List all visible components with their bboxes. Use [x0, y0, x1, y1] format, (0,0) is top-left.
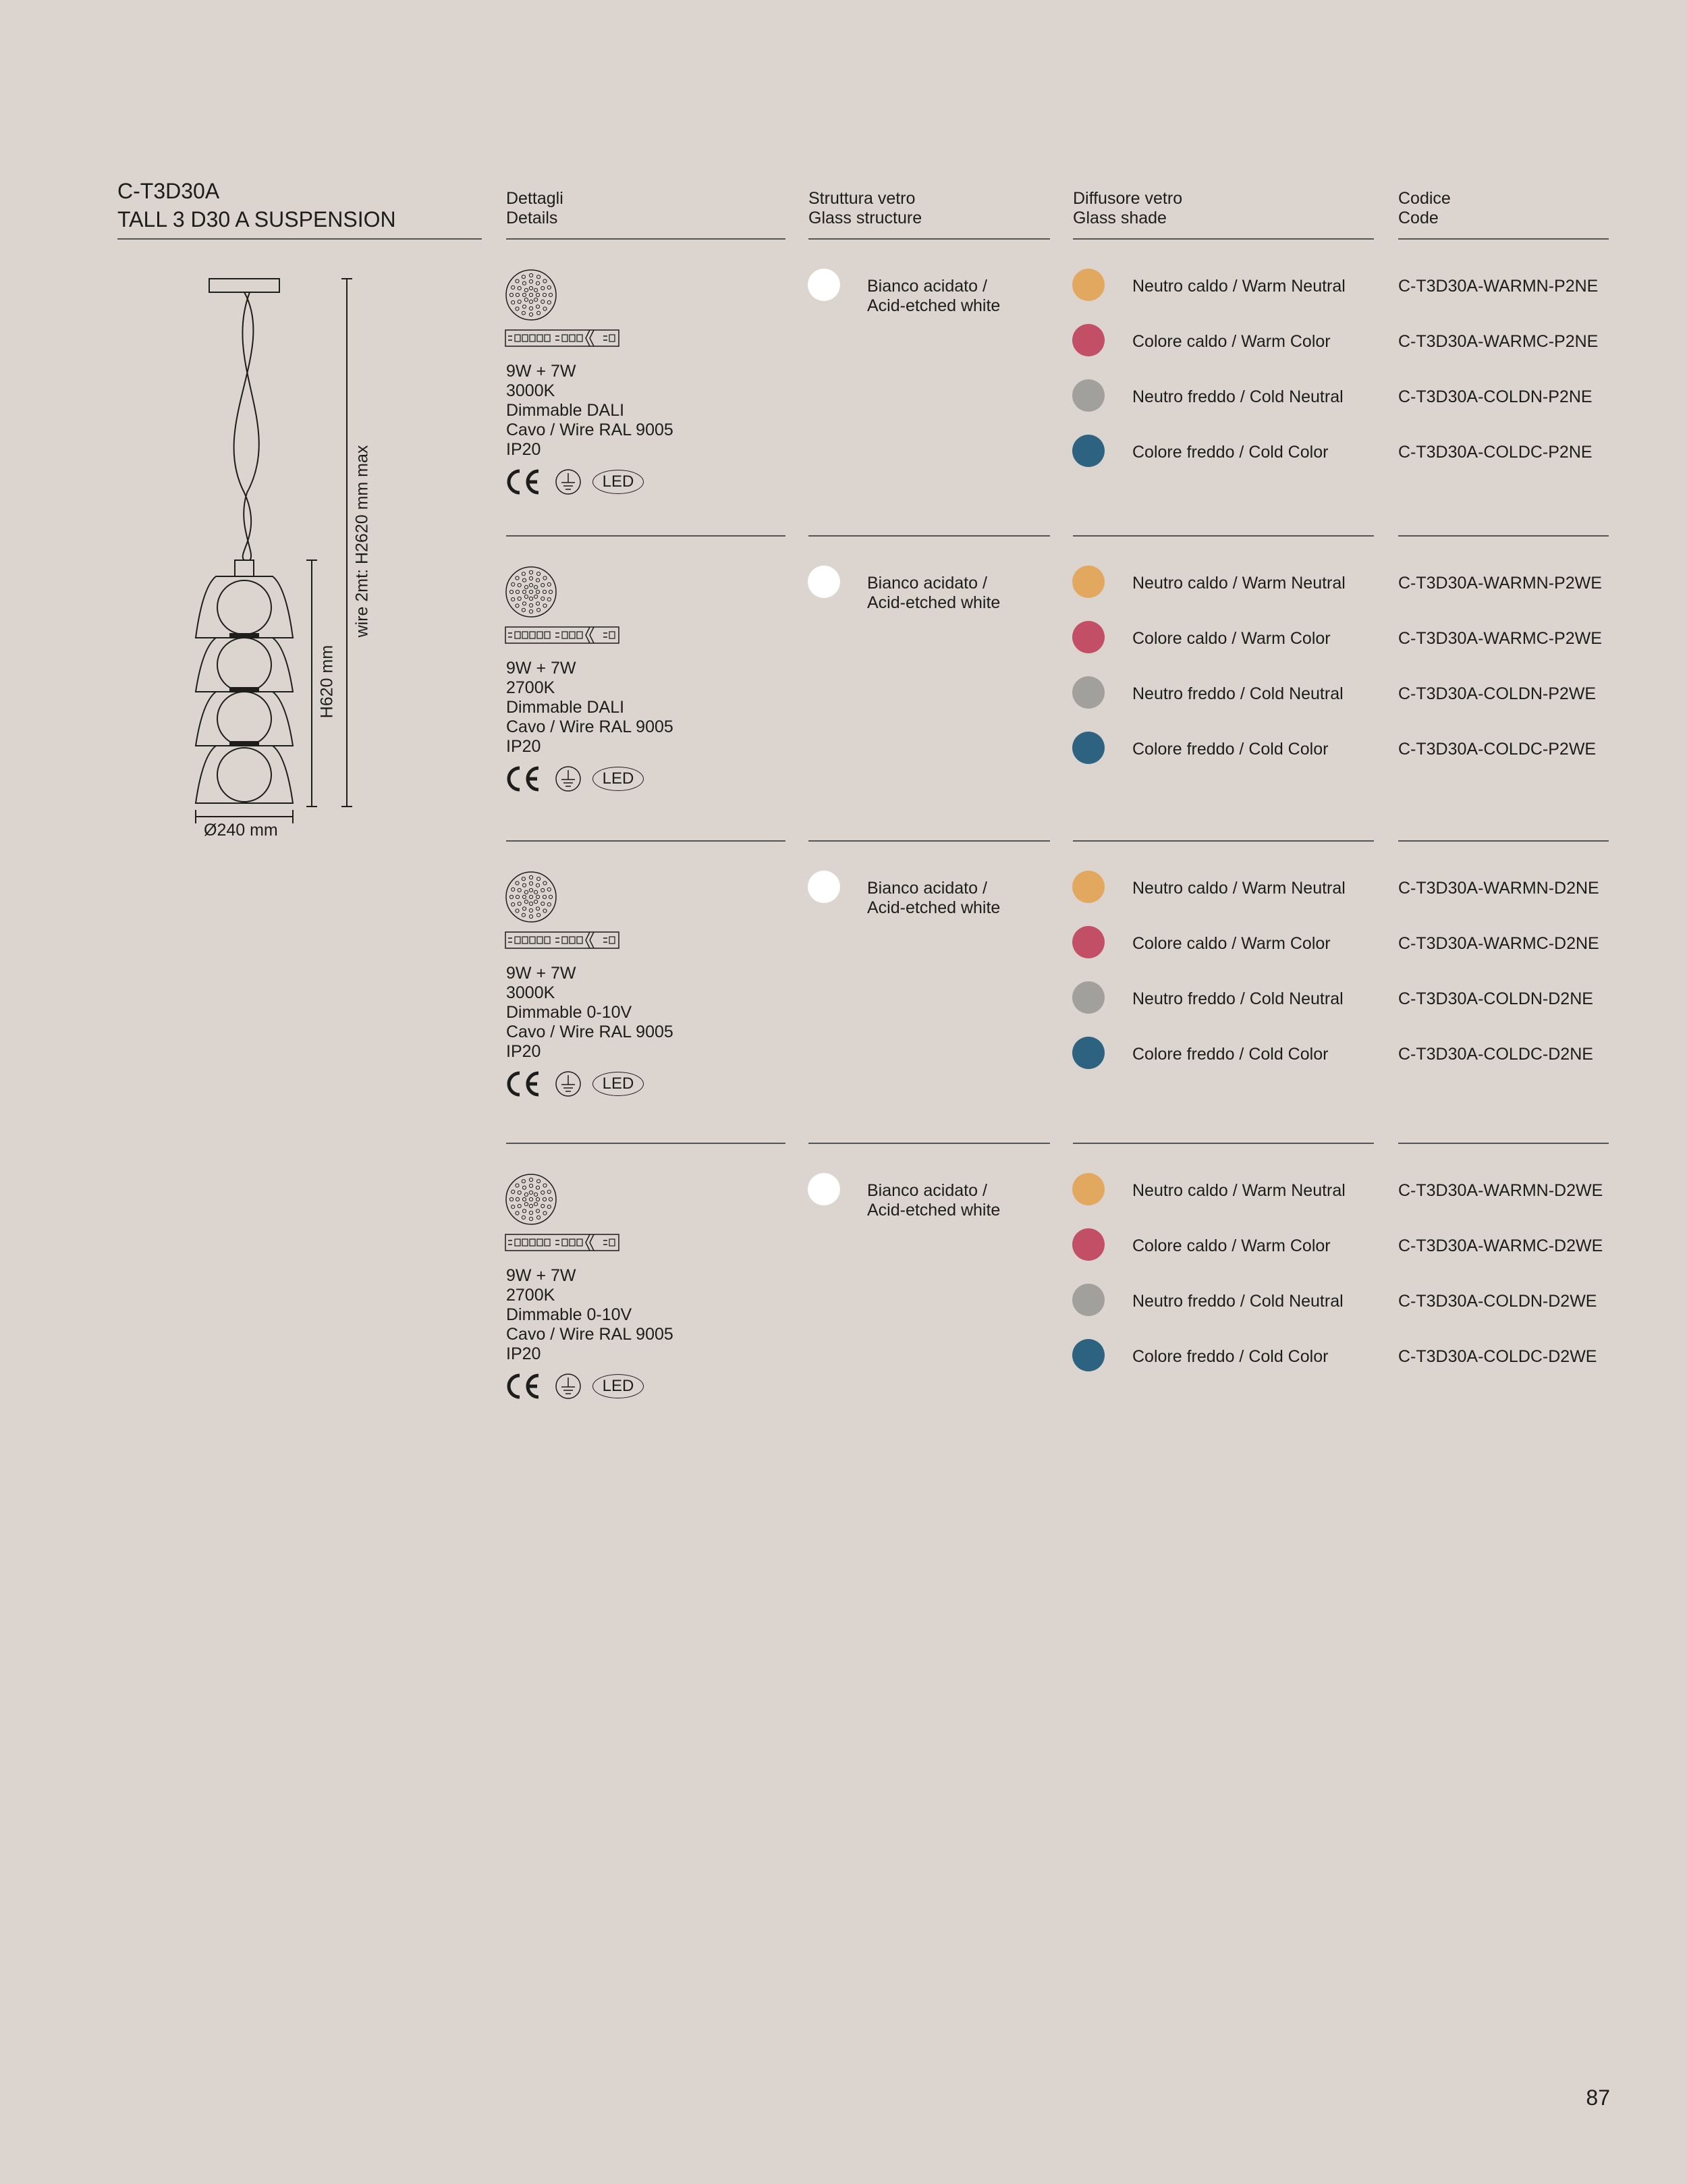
- product-code-cell: C-T3D30A-WARMN-D2NE: [1398, 879, 1599, 898]
- header-details: [506, 189, 563, 228]
- color-swatch-warm-color: [1072, 1228, 1105, 1261]
- product-code-cell: C-T3D30A-COLDC-P2WE: [1398, 740, 1597, 759]
- shade-label: Colore caldo / Warm Color: [1132, 934, 1331, 953]
- header-glass-structure-en: Glass structure: [808, 209, 922, 227]
- shade-label: Colore freddo / Cold Color: [1132, 1045, 1329, 1064]
- details-line: Cavo / Wire RAL 9005: [506, 420, 673, 439]
- wire-length-label: wire 2mt: H2620 mm max: [352, 445, 372, 638]
- product-code-cell: C-T3D30A-COLDC-D2NE: [1398, 1045, 1593, 1064]
- ce-mark-icon: [505, 1070, 541, 1098]
- row-divider: [808, 535, 1050, 537]
- led-badge: LED: [592, 1374, 644, 1398]
- lamp-module: [196, 692, 293, 746]
- led-diffuser-icon: [505, 566, 557, 618]
- row-divider: [506, 840, 785, 842]
- product-code-cell: C-T3D30A-WARMC-P2NE: [1398, 332, 1599, 351]
- header-details-en: Details: [506, 209, 558, 227]
- product-code-cell: C-T3D30A-COLDN-P2WE: [1398, 684, 1597, 703]
- title-divider: [117, 238, 482, 240]
- product-code-cell: C-T3D30A-WARMN-P2WE: [1398, 574, 1602, 593]
- white-swatch: [808, 1173, 840, 1205]
- color-swatch-cold-neutral: [1072, 676, 1105, 709]
- ce-mark-icon: [505, 1372, 541, 1400]
- product-code-cell: C-T3D30A-COLDC-P2NE: [1398, 443, 1593, 462]
- color-swatch-warm-color: [1072, 926, 1105, 958]
- header-divider: [1398, 238, 1609, 240]
- row-divider: [506, 535, 785, 537]
- glass-structure-line: Bianco acidato /: [867, 574, 987, 593]
- row-divider: [1398, 535, 1609, 537]
- ground-symbol-icon: [555, 1070, 582, 1097]
- led-badge: LED: [592, 767, 644, 791]
- row-divider: [1398, 1143, 1609, 1144]
- led-badge: LED: [592, 470, 644, 494]
- color-swatch-warm-color: [1072, 324, 1105, 356]
- led-diffuser-icon: [505, 269, 557, 321]
- color-swatch-cold-neutral: [1072, 981, 1105, 1014]
- lamp-module: [196, 746, 293, 803]
- product-code: C-T3D30A: [117, 179, 220, 203]
- shade-label: Neutro freddo / Cold Neutral: [1132, 1292, 1344, 1311]
- color-swatch-cold-neutral: [1072, 379, 1105, 412]
- page-number: 87: [1586, 2085, 1610, 2110]
- led-diffuser-icon: [505, 871, 557, 923]
- product-code-cell: C-T3D30A-COLDN-D2WE: [1398, 1292, 1597, 1311]
- product-code-cell: C-T3D30A-COLDN-P2NE: [1398, 387, 1593, 406]
- shade-label: Neutro caldo / Warm Neutral: [1132, 1181, 1346, 1200]
- details-block: [506, 659, 673, 757]
- product-code-cell: C-T3D30A-WARMC-D2NE: [1398, 934, 1599, 953]
- header-code-it: Codice: [1398, 189, 1451, 208]
- row-divider: [1073, 535, 1374, 537]
- color-swatch-warm-color: [1072, 621, 1105, 653]
- led-diffuser-icon: [505, 1173, 557, 1226]
- lamp-module: [196, 576, 293, 638]
- header-divider: [506, 238, 785, 240]
- details-line: Dimmable DALI: [506, 401, 625, 420]
- ce-mark-icon: [505, 468, 541, 496]
- shade-label: Colore caldo / Warm Color: [1132, 1236, 1331, 1255]
- details-block: [506, 362, 673, 460]
- header-divider: [808, 238, 1050, 240]
- color-swatch-cold-color: [1072, 1339, 1105, 1371]
- shade-label: Colore freddo / Cold Color: [1132, 443, 1329, 462]
- glass-structure-line: Acid-etched white: [867, 593, 1001, 612]
- color-swatch-cold-color: [1072, 1037, 1105, 1069]
- header-code: [1398, 189, 1451, 228]
- details-line: IP20: [506, 1344, 541, 1363]
- details-line: 2700K: [506, 678, 555, 697]
- header-details-it: Dettagli: [506, 189, 563, 208]
- details-line: 9W + 7W: [506, 1266, 576, 1285]
- color-swatch-cold-neutral: [1072, 1284, 1105, 1316]
- product-code-cell: C-T3D30A-COLDN-D2NE: [1398, 989, 1593, 1008]
- shade-label: Neutro freddo / Cold Neutral: [1132, 387, 1344, 406]
- white-swatch: [808, 871, 840, 903]
- row-divider: [808, 1143, 1050, 1144]
- shade-label: Neutro freddo / Cold Neutral: [1132, 684, 1344, 703]
- shade-label: Neutro caldo / Warm Neutral: [1132, 277, 1346, 296]
- details-block: [506, 1266, 673, 1364]
- details-line: Dimmable DALI: [506, 698, 625, 717]
- ce-mark-icon: [505, 765, 541, 793]
- color-swatch-warm-neutral: [1072, 566, 1105, 598]
- white-swatch: [808, 566, 840, 598]
- details-block: [506, 964, 673, 1062]
- details-line: IP20: [506, 1042, 541, 1061]
- details-line: 9W + 7W: [506, 362, 576, 381]
- header-glass-shade-it: Diffusore vetro: [1073, 189, 1183, 208]
- shade-label: Colore caldo / Warm Color: [1132, 332, 1331, 351]
- glass-structure-label: [867, 879, 1000, 918]
- details-line: Dimmable 0-10V: [506, 1305, 632, 1324]
- product-code-cell: C-T3D30A-WARMN-P2NE: [1398, 277, 1599, 296]
- glass-structure-label: [867, 277, 1000, 316]
- shade-label: Neutro caldo / Warm Neutral: [1132, 574, 1346, 593]
- glass-structure-label: [867, 1181, 1000, 1220]
- ground-symbol-icon: [555, 765, 582, 792]
- led-badge: LED: [592, 1072, 644, 1096]
- shade-label: Colore caldo / Warm Color: [1132, 629, 1331, 648]
- details-line: Cavo / Wire RAL 9005: [506, 1022, 673, 1041]
- details-line: Dimmable 0-10V: [506, 1003, 632, 1022]
- details-line: 3000K: [506, 983, 555, 1002]
- shade-label: Neutro caldo / Warm Neutral: [1132, 879, 1346, 898]
- product-code-cell: C-T3D30A-WARMC-P2WE: [1398, 629, 1602, 648]
- color-swatch-warm-neutral: [1072, 269, 1105, 301]
- color-swatch-warm-neutral: [1072, 1173, 1105, 1205]
- color-swatch-cold-color: [1072, 732, 1105, 764]
- led-strip-icon: [505, 625, 619, 645]
- glass-structure-line: Bianco acidato /: [867, 879, 987, 898]
- shade-label: Colore freddo / Cold Color: [1132, 1347, 1329, 1366]
- glass-structure-line: Acid-etched white: [867, 898, 1001, 917]
- details-line: Cavo / Wire RAL 9005: [506, 1325, 673, 1344]
- diameter-label: Ø240 mm: [204, 821, 278, 840]
- ground-symbol-icon: [555, 468, 582, 495]
- details-line: 9W + 7W: [506, 964, 576, 983]
- header-glass-structure-it: Struttura vetro: [808, 189, 916, 208]
- height-label: H620 mm: [317, 645, 337, 719]
- led-strip-icon: [505, 930, 619, 950]
- glass-structure-line: Bianco acidato /: [867, 277, 987, 296]
- row-divider: [1073, 840, 1374, 842]
- details-line: 9W + 7W: [506, 659, 576, 678]
- header-glass-shade: [1073, 189, 1182, 228]
- header-glass-structure: [808, 189, 922, 228]
- row-divider: [1398, 840, 1609, 842]
- glass-structure-line: Acid-etched white: [867, 296, 1001, 315]
- row-divider: [1073, 1143, 1374, 1144]
- product-code-cell: C-T3D30A-WARMN-D2WE: [1398, 1181, 1603, 1200]
- product-name: TALL 3 D30 A SUSPENSION: [117, 207, 396, 231]
- color-swatch-warm-neutral: [1072, 871, 1105, 903]
- lamp-module: [196, 638, 293, 692]
- product-code-cell: C-T3D30A-COLDC-D2WE: [1398, 1347, 1597, 1366]
- details-line: IP20: [506, 737, 541, 756]
- color-swatch-cold-color: [1072, 435, 1105, 467]
- glass-structure-line: Acid-etched white: [867, 1201, 1001, 1220]
- ground-symbol-icon: [555, 1373, 582, 1400]
- product-code-cell: C-T3D30A-WARMC-D2WE: [1398, 1236, 1603, 1255]
- header-divider: [1073, 238, 1374, 240]
- header-glass-shade-en: Glass shade: [1073, 209, 1167, 227]
- glass-structure-line: Bianco acidato /: [867, 1181, 987, 1200]
- product-title: [117, 177, 396, 234]
- glass-structure-label: [867, 574, 1000, 613]
- row-divider: [808, 840, 1050, 842]
- shade-label: Colore freddo / Cold Color: [1132, 740, 1329, 759]
- shade-label: Neutro freddo / Cold Neutral: [1132, 989, 1344, 1008]
- details-line: Cavo / Wire RAL 9005: [506, 717, 673, 736]
- row-divider: [506, 1143, 785, 1144]
- details-line: 3000K: [506, 381, 555, 400]
- lamp-connector: [235, 560, 254, 576]
- led-strip-icon: [505, 328, 619, 348]
- white-swatch: [808, 269, 840, 301]
- details-line: 2700K: [506, 1286, 555, 1305]
- led-strip-icon: [505, 1232, 619, 1253]
- details-line: IP20: [506, 440, 541, 459]
- ceiling-canopy: [209, 279, 279, 292]
- header-code-en: Code: [1398, 209, 1439, 227]
